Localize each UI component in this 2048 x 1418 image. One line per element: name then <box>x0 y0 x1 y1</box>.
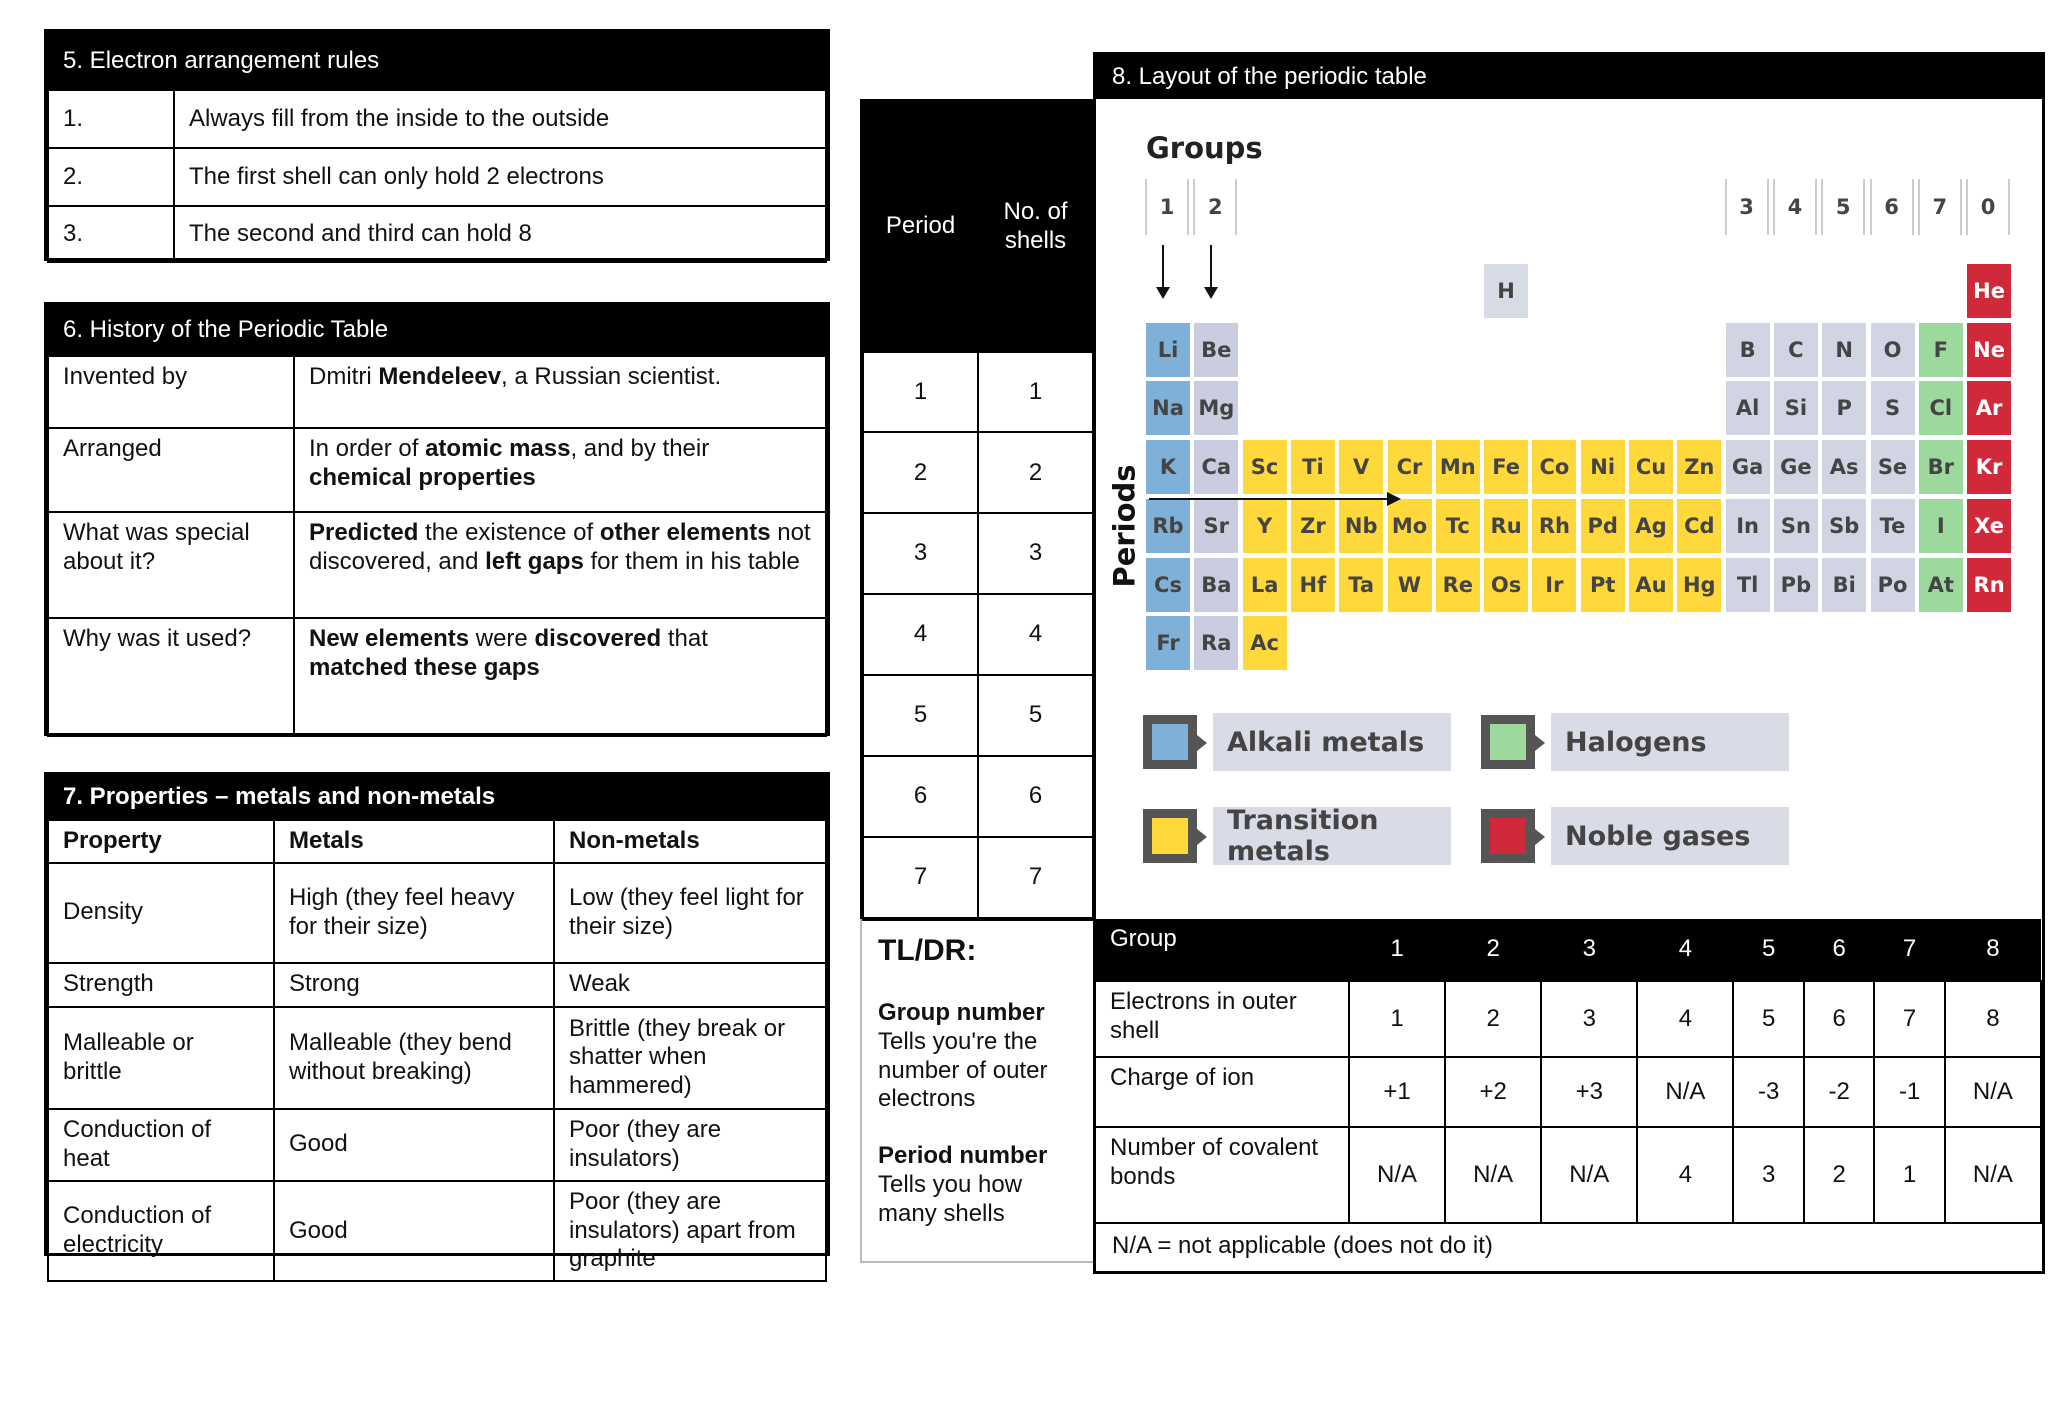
element-cell: Ni <box>1580 439 1626 495</box>
element-cell: V <box>1338 439 1384 495</box>
group-row-value: -3 <box>1733 1057 1803 1127</box>
group-number-label: 5 <box>1821 179 1865 235</box>
history-row <box>48 356 826 428</box>
group-row-value: 1 <box>1349 981 1445 1057</box>
period-row <box>863 756 1093 837</box>
legend-alkali-label: Alkali metals <box>1213 713 1451 771</box>
group-table-header: 8 <box>1986 935 2000 963</box>
group-table-header: 6 <box>1832 935 1846 963</box>
period-number: 7 <box>863 837 978 918</box>
group-1-arrow <box>1162 245 1164 289</box>
group-row-value: 4 <box>1637 981 1733 1057</box>
element-cell: As <box>1821 439 1867 495</box>
element-cell: Pt <box>1580 557 1626 613</box>
group-row-value: N/A <box>1945 1057 2041 1127</box>
element-cell: Y <box>1242 498 1288 554</box>
rule-number: 2. <box>48 148 174 206</box>
group-row-value: 6 <box>1804 981 1874 1057</box>
properties-row <box>48 863 826 963</box>
element-cell: Ne <box>1966 322 2012 378</box>
history-value <box>294 512 826 618</box>
period-number: 2 <box>863 432 978 513</box>
element-cell: In <box>1725 498 1771 554</box>
group-row-value: 1 <box>1874 1127 1944 1223</box>
properties-row <box>48 1109 826 1181</box>
history-text-part: that <box>661 625 708 652</box>
element-cell: Hg <box>1676 557 1722 613</box>
shell-count: 2 <box>978 432 1093 513</box>
group-row-value: 7 <box>1874 981 1944 1057</box>
element-cell: Ti <box>1290 439 1336 495</box>
element-cell: Mn <box>1435 439 1481 495</box>
properties-column-header: Non-metals <box>554 820 826 863</box>
group-row-value: N/A <box>1637 1057 1733 1127</box>
element-cell: Be <box>1193 322 1239 378</box>
group-table-header: 3 <box>1582 935 1596 963</box>
group-row-value: 4 <box>1637 1127 1733 1223</box>
element-cell: Se <box>1870 439 1916 495</box>
tldr-box <box>860 919 1096 1263</box>
property-name: Conduction of heat <box>48 1109 274 1181</box>
nonmetals-value: Brittle (they break or shatter when hammered) <box>554 1007 826 1109</box>
element-cell: K <box>1145 439 1191 495</box>
nonmetals-value: Low (they feel light for their size) <box>554 863 826 963</box>
history-text-part: , and by their <box>570 435 710 462</box>
history-row <box>48 428 826 512</box>
element-cell: Xe <box>1966 498 2012 554</box>
tldr-group-heading: Group number <box>878 999 1045 1026</box>
shell-count: 6 <box>978 756 1093 837</box>
element-cell: Fr <box>1145 615 1191 671</box>
layout-title: 8. Layout of the periodic table <box>1096 55 2042 99</box>
element-cell: O <box>1870 322 1916 378</box>
element-cell: Co <box>1531 439 1577 495</box>
element-cell: At <box>1918 557 1964 613</box>
property-name: Strength <box>48 963 274 1007</box>
period-row <box>863 837 1093 918</box>
element-cell: Te <box>1870 498 1916 554</box>
element-cell: Ga <box>1725 439 1771 495</box>
element-cell: Rh <box>1531 498 1577 554</box>
alkali-swatch <box>1152 724 1188 760</box>
properties-column-header: Metals <box>274 820 554 863</box>
metals-value: Malleable (they bend without breaking) <box>274 1007 554 1109</box>
metals-value: Good <box>274 1181 554 1281</box>
shell-count: 3 <box>978 513 1093 594</box>
element-cell: Bi <box>1821 557 1867 613</box>
element-cell: H <box>1483 263 1529 319</box>
shell-count: 5 <box>978 675 1093 756</box>
history-label: What was special about it? <box>48 512 294 618</box>
halogen-swatch <box>1490 724 1526 760</box>
tldr-group-text: Tells you're the number of outer electrons <box>878 1027 1048 1113</box>
shell-count: 4 <box>978 594 1093 675</box>
element-cell: La <box>1242 557 1288 613</box>
electron-rules-title: 5. Electron arrangement rules <box>47 32 827 89</box>
period-row <box>863 352 1093 433</box>
property-name: Malleable or brittle <box>48 1007 274 1109</box>
element-cell: Ir <box>1531 557 1577 613</box>
properties-column-header: Property <box>48 820 274 863</box>
element-cell: Sc <box>1242 439 1288 495</box>
group-row-value: -2 <box>1804 1057 1874 1127</box>
history-text-part: New elements <box>309 625 470 652</box>
element-cell: Au <box>1628 557 1674 613</box>
history-box <box>44 302 830 736</box>
element-cell: Ar <box>1966 380 2012 436</box>
group-row-value: 2 <box>1804 1127 1874 1223</box>
history-text-part: , a Russian scientist. <box>501 363 722 390</box>
shell-count: 7 <box>978 837 1093 918</box>
period-number: 1 <box>863 352 978 433</box>
group-row-value: 2 <box>1445 981 1541 1057</box>
legend-noble <box>1481 807 1789 865</box>
element-cell: Pd <box>1580 498 1626 554</box>
noble-swatch <box>1490 818 1526 854</box>
element-cell: Kr <box>1966 439 2012 495</box>
period-number: 5 <box>863 675 978 756</box>
group-row-value: N/A <box>1945 1127 2041 1223</box>
history-text-part: not discovered, and <box>309 519 811 575</box>
group-row-value: +2 <box>1445 1057 1541 1127</box>
element-cell: Sr <box>1193 498 1239 554</box>
metals-value: High (they feel heavy for their size) <box>274 863 554 963</box>
element-cell: Nb <box>1338 498 1384 554</box>
tldr-title: TL/DR: <box>878 934 977 967</box>
group-1-arrowhead <box>1156 287 1170 299</box>
element-cell: Hf <box>1290 557 1336 613</box>
period-number: 4 <box>863 594 978 675</box>
footnote: N/A = not applicable (does not do it) <box>1112 1232 1493 1259</box>
rule-number: 3. <box>48 206 174 262</box>
group-table-box <box>1093 919 2045 1274</box>
rule-text: The second and third can hold 8 <box>174 206 826 262</box>
property-name: Conduction of electricity <box>48 1181 274 1281</box>
legend-transition <box>1143 807 1451 865</box>
group-row-label: Electrons in outer shell <box>1096 981 1349 1057</box>
element-cell: Os <box>1483 557 1529 613</box>
history-value <box>294 356 826 428</box>
element-cell: Cu <box>1628 439 1674 495</box>
nonmetals-value: Poor (they are insulators) <box>554 1109 826 1181</box>
element-cell: Zr <box>1290 498 1336 554</box>
element-cell: Ag <box>1628 498 1674 554</box>
period-row <box>863 675 1093 756</box>
element-cell: Cd <box>1676 498 1722 554</box>
history-text-part: chemical properties <box>309 463 536 491</box>
element-cell: Ac <box>1242 615 1288 671</box>
rule-text: The first shell can only hold 2 electrons <box>174 148 826 206</box>
element-cell: Al <box>1725 380 1771 436</box>
history-text-part: for them in his table <box>583 547 800 575</box>
group-number-label: 6 <box>1870 179 1914 235</box>
element-cell: Cl <box>1918 380 1964 436</box>
group-row-value: N/A <box>1445 1127 1541 1223</box>
element-cell: W <box>1387 557 1433 613</box>
element-cell: Rn <box>1966 557 2012 613</box>
history-label: Arranged <box>48 428 294 512</box>
element-cell: Re <box>1435 557 1481 613</box>
element-cell: I <box>1918 498 1964 554</box>
element-cell: N <box>1821 322 1867 378</box>
legend-noble-label: Noble gases <box>1551 807 1789 865</box>
element-cell: Mo <box>1387 498 1433 554</box>
history-text-part: the existence of <box>418 519 600 546</box>
element-cell: Mg <box>1193 380 1239 436</box>
element-cell: P <box>1821 380 1867 436</box>
group-number-label: 7 <box>1918 179 1962 235</box>
group-table-header: Group <box>1110 925 1177 952</box>
group-table-row <box>1096 1127 2041 1223</box>
periodic-table-figure <box>1093 99 2045 919</box>
property-name: Density <box>48 863 274 963</box>
metals-value: Good <box>274 1109 554 1181</box>
group-number-label: 3 <box>1725 179 1769 235</box>
history-text-part: Mendeleev <box>378 363 502 390</box>
period-row <box>863 513 1093 594</box>
legend-halogens <box>1481 713 1789 771</box>
group-table-header: 5 <box>1761 935 1776 963</box>
history-text-part: were <box>469 625 535 652</box>
group-row-label: Number of covalent bonds <box>1096 1127 1349 1223</box>
element-cell: Po <box>1870 557 1916 613</box>
group-row-value: +1 <box>1349 1057 1445 1127</box>
shell-count: 1 <box>978 352 1093 433</box>
group-table-header: 2 <box>1486 935 1500 963</box>
properties-row <box>48 963 826 1007</box>
properties-row <box>48 1181 826 1281</box>
history-text-part: discovered <box>534 625 662 652</box>
element-cell: Fe <box>1483 439 1529 495</box>
group-number-label: 4 <box>1773 179 1817 235</box>
history-title: 6. History of the Periodic Table <box>47 305 827 355</box>
legend-transition-label: Transition metals <box>1213 807 1451 865</box>
history-text-part: atomic mass <box>425 435 571 462</box>
electron-rules-box <box>44 29 830 261</box>
period-number: 3 <box>863 513 978 594</box>
history-label: Invented by <box>48 356 294 428</box>
group-row-value: +3 <box>1541 1057 1637 1127</box>
history-row <box>48 618 826 736</box>
history-text-part: left gaps <box>485 547 584 575</box>
tldr-period-text: Tells you how many shells <box>878 1170 1023 1227</box>
period-header: Period <box>863 102 978 352</box>
properties-title: 7. Properties – metals and non-metals <box>47 775 827 819</box>
shells-header: No. of shells <box>978 102 1093 352</box>
element-cell: Na <box>1145 380 1191 436</box>
nonmetals-value: Poor (they are insulators) apart from graphite <box>554 1181 826 1281</box>
group-table-row <box>1096 1057 2041 1127</box>
rule-number: 1. <box>48 90 174 148</box>
period-arrow <box>1149 498 1389 500</box>
tldr-period-heading: Period number <box>878 1142 1048 1170</box>
history-label: Why was it used? <box>48 618 294 736</box>
history-text-part: Dmitri <box>309 363 379 390</box>
groups-label: Groups <box>1146 131 1263 165</box>
group-row-value: N/A <box>1541 1127 1637 1223</box>
element-cell: He <box>1966 263 2012 319</box>
element-cell: Pb <box>1773 557 1819 613</box>
properties-row <box>48 1007 826 1109</box>
history-table <box>47 355 827 737</box>
element-cell: Li <box>1145 322 1191 378</box>
periods-label: Periods <box>1107 464 1142 588</box>
group-row-value: 3 <box>1541 981 1637 1057</box>
history-text-part: Predicted <box>309 519 419 546</box>
element-cell: Cr <box>1387 439 1433 495</box>
history-value <box>294 618 826 736</box>
element-cell: Si <box>1773 380 1819 436</box>
group-number-label: 2 <box>1193 179 1237 235</box>
group-2-arrowhead <box>1204 287 1218 299</box>
period-row <box>863 432 1093 513</box>
electron-rules-table <box>47 89 827 263</box>
metals-value: Strong <box>274 963 554 1007</box>
element-cell: Tc <box>1435 498 1481 554</box>
element-cell: Zn <box>1676 439 1722 495</box>
group-row-label: Charge of ion <box>1096 1057 1349 1127</box>
element-cell: B <box>1725 322 1771 378</box>
properties-table <box>47 819 827 1282</box>
group-number-label: 0 <box>1966 179 2010 235</box>
group-2-arrow <box>1210 245 1212 289</box>
history-text-part: In order of <box>309 435 426 462</box>
element-cell: Ru <box>1483 498 1529 554</box>
nonmetals-value: Weak <box>554 963 826 1007</box>
element-cell: Ta <box>1338 557 1384 613</box>
element-cell: C <box>1773 322 1819 378</box>
group-table-header: 7 <box>1902 935 1917 963</box>
group-row-value: 5 <box>1733 981 1803 1057</box>
element-cell: Rb <box>1145 498 1191 554</box>
properties-box <box>44 772 830 1273</box>
legend-alkali <box>1143 713 1451 771</box>
element-cell: F <box>1918 322 1964 378</box>
history-row <box>48 512 826 618</box>
legend-halogens-label: Halogens <box>1551 713 1789 771</box>
periods-box <box>860 99 1096 921</box>
group-properties-table <box>1096 919 2042 1224</box>
period-row <box>863 594 1093 675</box>
group-number-label: 1 <box>1145 179 1189 235</box>
element-cell: Sn <box>1773 498 1819 554</box>
element-cell: Tl <box>1725 557 1771 613</box>
group-table-header: 4 <box>1678 935 1693 963</box>
element-cell: Ba <box>1193 557 1239 613</box>
group-row-value: 3 <box>1733 1127 1803 1223</box>
transition-swatch <box>1152 818 1188 854</box>
element-cell: Sb <box>1821 498 1867 554</box>
periods-table <box>862 101 1094 919</box>
history-text-part: other elements <box>599 519 771 546</box>
group-row-value: 8 <box>1945 981 2041 1057</box>
rule-text: Always fill from the inside to the outside <box>174 90 826 148</box>
group-table-row <box>1096 981 2041 1057</box>
element-cell: Cs <box>1145 557 1191 613</box>
element-cell: S <box>1870 380 1916 436</box>
element-cell: Ca <box>1193 439 1239 495</box>
period-arrowhead <box>1387 492 1401 506</box>
history-text-part: matched these gaps <box>309 653 540 681</box>
period-number: 6 <box>863 756 978 837</box>
history-value <box>294 428 826 512</box>
group-row-value: N/A <box>1349 1127 1445 1223</box>
group-row-value: -1 <box>1874 1057 1944 1127</box>
element-cell: Br <box>1918 439 1964 495</box>
group-table-header: 1 <box>1390 935 1404 963</box>
element-cell: Ge <box>1773 439 1819 495</box>
element-cell: Ra <box>1193 615 1239 671</box>
